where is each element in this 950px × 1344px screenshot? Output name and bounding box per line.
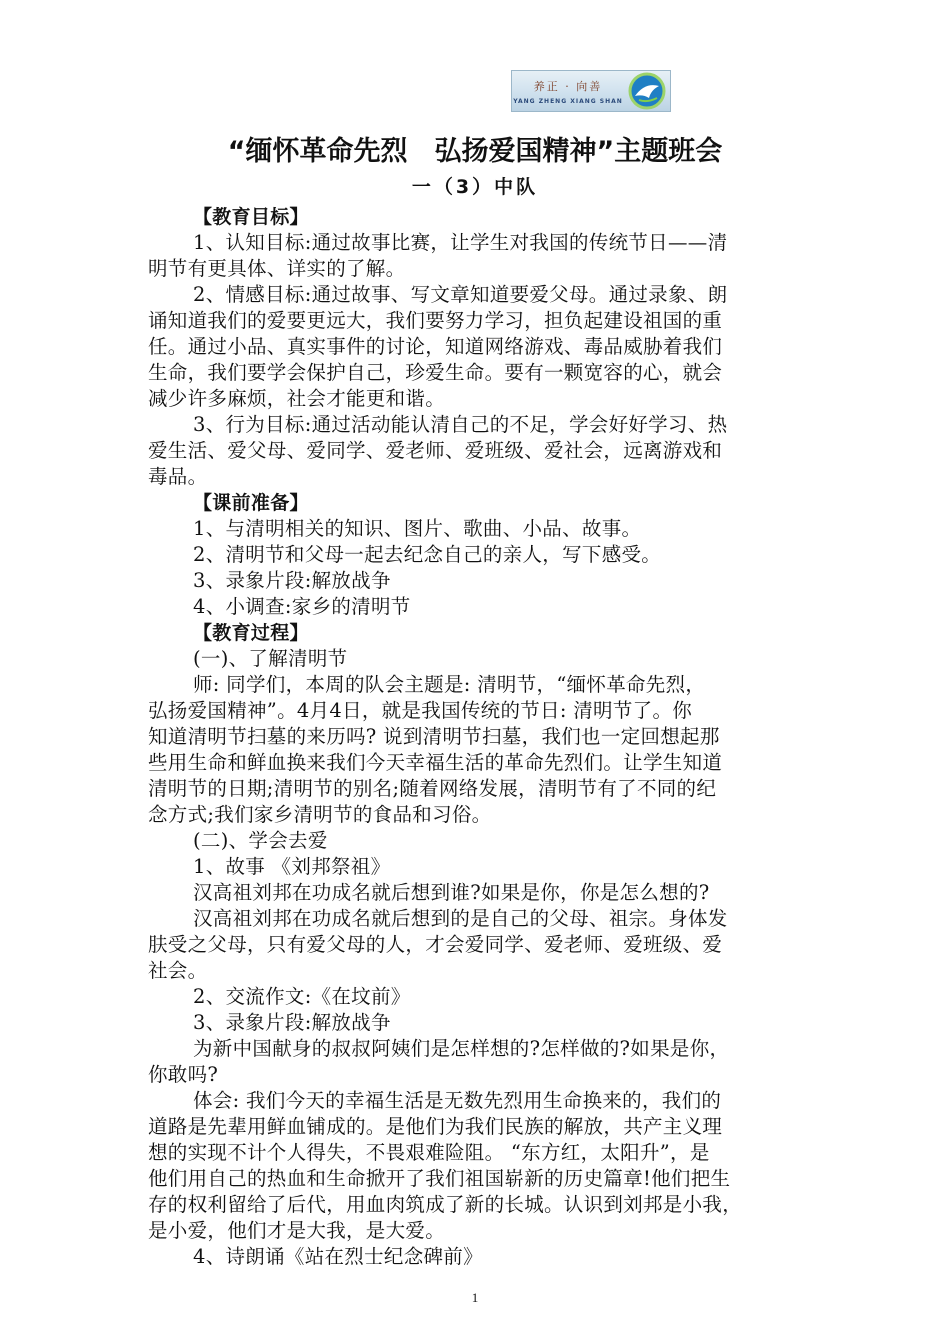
- logo-motto: 养正 · 向善: [533, 79, 603, 93]
- text-line: 清明节的日期;清明节的别名;随着网络发展，清明节有了不同的纪: [148, 777, 717, 800]
- text-line: 想的实现不计个人得失，不畏艰难险阻。 “东方红，太阳升”，是: [148, 1141, 710, 1164]
- page-number: 1: [471, 1290, 479, 1305]
- text-line: 2、情感目标:通过故事、写文章知道要爱父母。通过录象、朗: [193, 283, 728, 306]
- text-line: 任。通过小品、真实事件的讨论，知道网络游戏、毒品威胁着我们: [148, 335, 723, 358]
- text-line: 4、诗朗诵《站在烈士纪念碑前》: [193, 1245, 483, 1268]
- text-line: 他们用自己的热血和生命掀开了我们祖国崭新的历史篇章!他们把生: [148, 1167, 731, 1190]
- text-line: 毒品。: [148, 465, 208, 488]
- text-line: 1、故事 《刘邦祭祖》: [193, 855, 391, 878]
- text-line: 3、录象片段:解放战争: [193, 569, 391, 592]
- text-line: 1、认知目标:通过故事比赛，让学生对我国的传统节日——清: [193, 231, 728, 254]
- subsection-heading: (一)、了解清明节: [193, 647, 348, 670]
- text-line: 是小爱，他们才是大我，是大爱。: [148, 1219, 446, 1242]
- dove-emblem-icon: [627, 72, 667, 110]
- logo-emblem: [624, 71, 670, 111]
- section-heading-preparation: 【课前准备】: [193, 492, 309, 514]
- text-line: 3、录象片段:解放战争: [193, 1011, 391, 1034]
- logo-pinyin: YANG ZHENG XIANG SHAN: [513, 97, 623, 105]
- text-line: 爱生活、爱父母、爱同学、爱老师、爱班级、爱社会，远离游戏和: [148, 439, 723, 462]
- text-line: 减少许多麻烦，社会才能更和谐。: [148, 387, 446, 410]
- text-line: 知道清明节扫墓的来历吗? 说到清明节扫墓，我们也一定回想起那: [148, 725, 720, 748]
- class-name: 一（3）中队: [411, 176, 539, 198]
- text-line: 念方式;我们家乡清明节的食品和习俗。: [148, 803, 492, 826]
- text-line: 弘扬爱国精神”。4月4日，就是我国传统的节日: 清明节了。你: [148, 699, 693, 722]
- text-line: 肤受之父母，只有爱父母的人，才会爱同学、爱老师、爱班级、爱: [148, 933, 723, 956]
- text-line: 体会: 我们今天的幸福生活是无数先烈用生命换来的，我们的: [193, 1089, 722, 1112]
- section-heading-goals: 【教育目标】: [193, 206, 309, 228]
- text-line: 存的权利留给了后代，用血肉筑成了新的长城。认识到刘邦是小我，: [148, 1193, 743, 1216]
- section-heading-process: 【教育过程】: [193, 622, 309, 644]
- text-line: 师: 同学们，本周的队会主题是: 清明节，“缅怀革命先烈，: [193, 673, 706, 696]
- text-line: 道路是先辈用鲜血铺成的。是他们为我们民族的解放，共产主义理: [148, 1115, 723, 1138]
- text-line: 汉高祖刘邦在功成名就后想到谁?如果是你，你是怎么想的?: [193, 881, 710, 904]
- text-line: 诵知道我们的爱要更远大，我们要努力学习，担负起建设祖国的重: [148, 309, 723, 332]
- page-title: “缅怀革命先烈 弘扬爱国精神”主题班会: [227, 136, 723, 167]
- text-line: 些用生命和鲜血换来我们今天幸福生活的革命先烈们。让学生知道: [148, 751, 723, 774]
- text-line: 你敢吗?: [148, 1063, 219, 1086]
- text-line: 社会。: [148, 959, 208, 982]
- text-line: 为新中国献身的叔叔阿姨们是怎样想的?怎样做的?如果是你，: [193, 1037, 730, 1060]
- subsection-heading: (二)、学会去爱: [193, 829, 328, 852]
- text-line: 1、与清明相关的知识、图片、歌曲、小品、故事。: [193, 517, 642, 540]
- text-line: 2、交流作文:《在坟前》: [193, 985, 411, 1008]
- text-line: 3、行为目标:通过活动能认清自己的不足，学会好好学习、热: [193, 413, 728, 436]
- text-line: 明节有更具体、详实的了解。: [148, 257, 406, 280]
- school-logo: [511, 70, 671, 112]
- text-line: 4、小调查:家乡的清明节: [193, 595, 411, 618]
- logo-text-block: [512, 71, 624, 111]
- text-line: 生命，我们要学会保护自己，珍爱生命。要有一颗宽容的心，就会: [148, 361, 723, 384]
- text-line: 2、清明节和父母一起去纪念自己的亲人，写下感受。: [193, 543, 662, 566]
- text-line: 汉高祖刘邦在功成名就后想到的是自己的父母、祖宗。身体发: [193, 907, 728, 930]
